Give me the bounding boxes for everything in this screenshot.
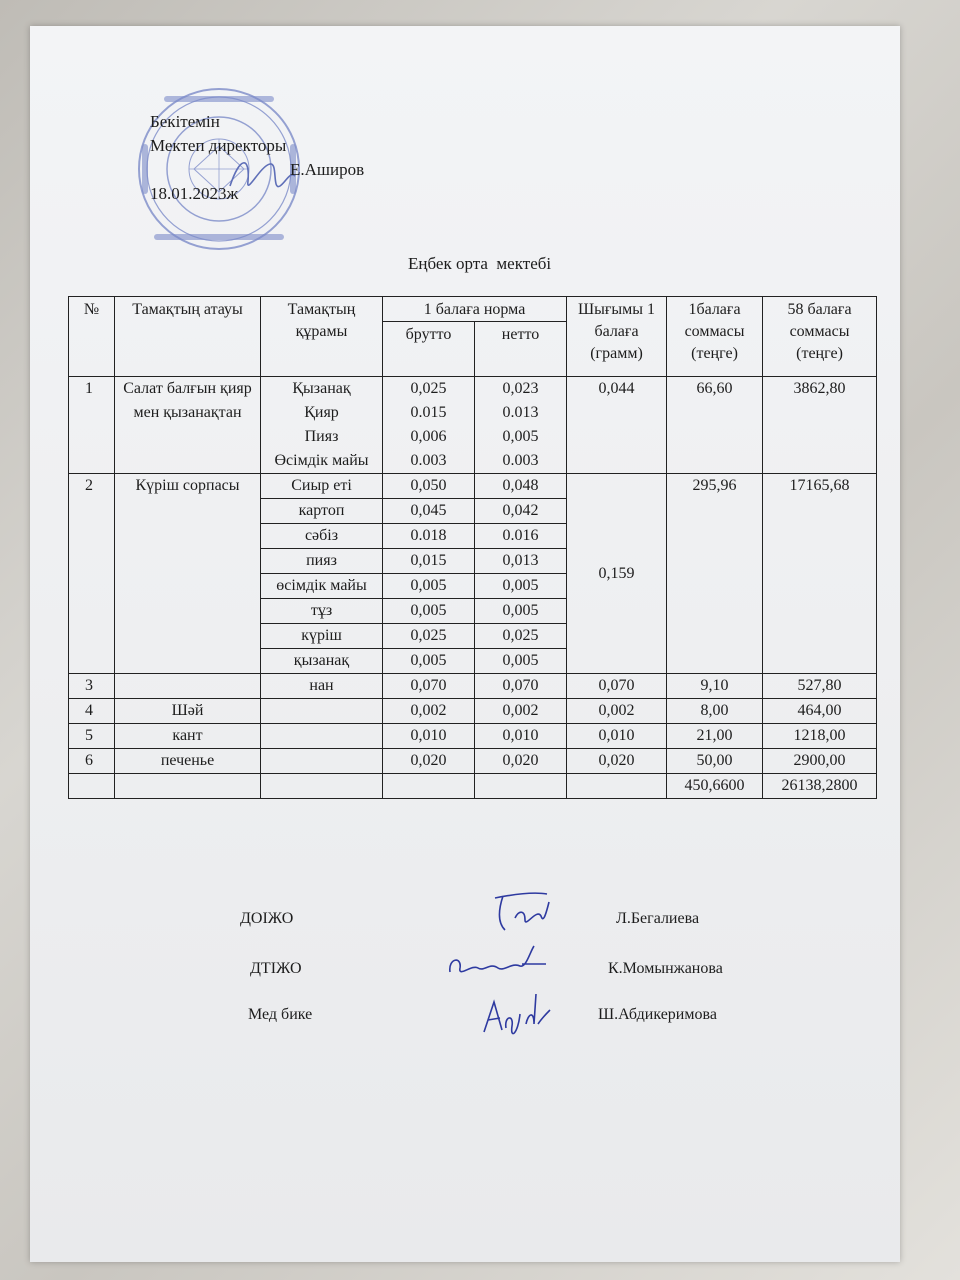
netto-value: 0,070 — [475, 674, 567, 699]
header-consumption: Шығымы 1 балаға (грамм) — [567, 297, 667, 377]
netto-value: 0.013 — [502, 404, 539, 421]
total-sum-58: 26138,2800 — [763, 774, 877, 799]
signature-role-1: ДОІЖО — [240, 910, 294, 927]
netto-value: 0,005 — [502, 428, 539, 445]
sum-one-value: 50,00 — [667, 749, 763, 774]
school-title: Еңбек орта мектебі — [408, 254, 552, 273]
brutto-value: 0,006 — [410, 428, 447, 445]
row-num: 1 — [69, 377, 115, 474]
sum-one-value: 66,60 — [667, 377, 763, 474]
dish-name: кант — [115, 724, 261, 749]
sum-58-value: 2900,00 — [763, 749, 877, 774]
row-num: 3 — [69, 674, 115, 699]
header-composition: Тамақтың құрамы — [261, 297, 383, 377]
header-sum-one: 1балаға соммасы (теңге) — [667, 297, 763, 377]
signature-mark-2 — [442, 938, 552, 988]
table-row — [69, 749, 877, 774]
sum-one-value: 295,96 — [667, 474, 763, 674]
brutto-value: 0.018 — [383, 524, 475, 549]
brutto-value: 0,045 — [383, 499, 475, 524]
brutto-value: 0,025 — [410, 380, 447, 397]
brutto-value: 0,070 — [383, 674, 475, 699]
netto-list — [475, 377, 567, 474]
ingredient: Сиыр еті — [261, 474, 383, 499]
approval-block — [150, 110, 365, 206]
header-norm: 1 балаға норма — [383, 297, 567, 322]
ingredient: Қызанақ — [292, 380, 351, 397]
signature-role-2: ДТІЖО — [250, 960, 302, 977]
brutto-value: 0,015 — [383, 549, 475, 574]
consumption-value: 0,010 — [567, 724, 667, 749]
netto-value: 0,023 — [502, 380, 539, 397]
signature-mark-3 — [478, 984, 558, 1044]
dish-name: Шәй — [115, 699, 261, 724]
row-num: 5 — [69, 724, 115, 749]
row-num: 6 — [69, 749, 115, 774]
dish-name: Күріш сорпасы — [115, 474, 261, 674]
ingredient: тұз — [261, 599, 383, 624]
sum-one-value: 21,00 — [667, 724, 763, 749]
header-name: Тамақтың атауы — [115, 297, 261, 377]
sum-one-value: 8,00 — [667, 699, 763, 724]
brutto-value: 0,005 — [383, 599, 475, 624]
composition: нан — [261, 674, 383, 699]
signature-role-3: Мед бике — [248, 1006, 313, 1023]
header-netto: нетто — [475, 322, 567, 377]
header-num: № — [69, 297, 115, 377]
brutto-value: 0.015 — [410, 404, 447, 421]
sum-one-value: 9,10 — [667, 674, 763, 699]
dish-name: Салат балғын қияр мен қызанақтан — [115, 377, 261, 474]
brutto-value: 0,002 — [383, 699, 475, 724]
header-sum-58: 58 балаға соммасы (теңге) — [763, 297, 877, 377]
approval-line2: Мектеп директоры — [150, 136, 287, 155]
consumption-value: 0,020 — [567, 749, 667, 774]
table-header-row — [69, 297, 877, 322]
brutto-value: 0,020 — [383, 749, 475, 774]
consumption-value: 0,044 — [567, 377, 667, 474]
ingredient: күріш — [261, 624, 383, 649]
brutto-value: 0,025 — [383, 624, 475, 649]
composition — [261, 699, 383, 724]
sum-58-value: 464,00 — [763, 699, 877, 724]
ingredient: пияз — [261, 549, 383, 574]
sum-58-value: 1218,00 — [763, 724, 877, 749]
approval-line1: Бекітемін — [150, 112, 220, 131]
menu-table — [68, 296, 877, 799]
document-page — [30, 26, 900, 1262]
ingredient: Қияр — [304, 404, 339, 421]
brutto-value: 0,010 — [383, 724, 475, 749]
netto-value: 0,042 — [475, 499, 567, 524]
netto-value: 0,013 — [475, 549, 567, 574]
ingredient: картоп — [261, 499, 383, 524]
consumption-value: 0,002 — [567, 699, 667, 724]
netto-value: 0,005 — [475, 574, 567, 599]
totals-row — [69, 774, 877, 799]
table-row — [69, 377, 877, 474]
table-row — [69, 674, 877, 699]
ingredient: өсімдік майы — [261, 574, 383, 599]
ingredient: Пияз — [304, 428, 339, 445]
sum-58-value: 17165,68 — [763, 474, 877, 674]
netto-value: 0,048 — [475, 474, 567, 499]
director-name: Е.Аширов — [290, 160, 365, 179]
signature-mark-1 — [485, 888, 565, 938]
netto-value: 0,020 — [475, 749, 567, 774]
netto-value: 0,002 — [475, 699, 567, 724]
table-row — [69, 474, 877, 499]
signature-name-3: Ш.Абдикеримова — [598, 1006, 717, 1023]
sum-58-value: 3862,80 — [763, 377, 877, 474]
ingredient-list — [261, 377, 383, 474]
brutto-value: 0,050 — [383, 474, 475, 499]
row-num: 4 — [69, 699, 115, 724]
ingredient: қызанақ — [261, 649, 383, 674]
composition — [261, 724, 383, 749]
signature-name-1: Л.Бегалиева — [616, 910, 700, 927]
ingredient: сәбіз — [261, 524, 383, 549]
netto-value: 0.016 — [475, 524, 567, 549]
dish-name — [115, 674, 261, 699]
netto-value: 0,010 — [475, 724, 567, 749]
brutto-value: 0,005 — [383, 649, 475, 674]
header-brutto: брутто — [383, 322, 475, 377]
brutto-list — [383, 377, 475, 474]
consumption-value: 0,159 — [567, 474, 667, 674]
brutto-value: 0.003 — [410, 452, 447, 469]
total-sum-one: 450,6600 — [667, 774, 763, 799]
table-row — [69, 724, 877, 749]
row-num: 2 — [69, 474, 115, 674]
signature-name-2: К.Момынжанова — [608, 960, 723, 977]
ingredient: Өсімдік майы — [274, 452, 369, 469]
sum-58-value: 527,80 — [763, 674, 877, 699]
table-row — [69, 699, 877, 724]
brutto-value: 0,005 — [383, 574, 475, 599]
approval-date: 18.01.2023ж — [150, 184, 239, 203]
netto-value: 0,005 — [475, 649, 567, 674]
consumption-value: 0,070 — [567, 674, 667, 699]
netto-value: 0,005 — [475, 599, 567, 624]
composition — [261, 749, 383, 774]
dish-name: печенье — [115, 749, 261, 774]
netto-value: 0.003 — [502, 452, 539, 469]
netto-value: 0,025 — [475, 624, 567, 649]
